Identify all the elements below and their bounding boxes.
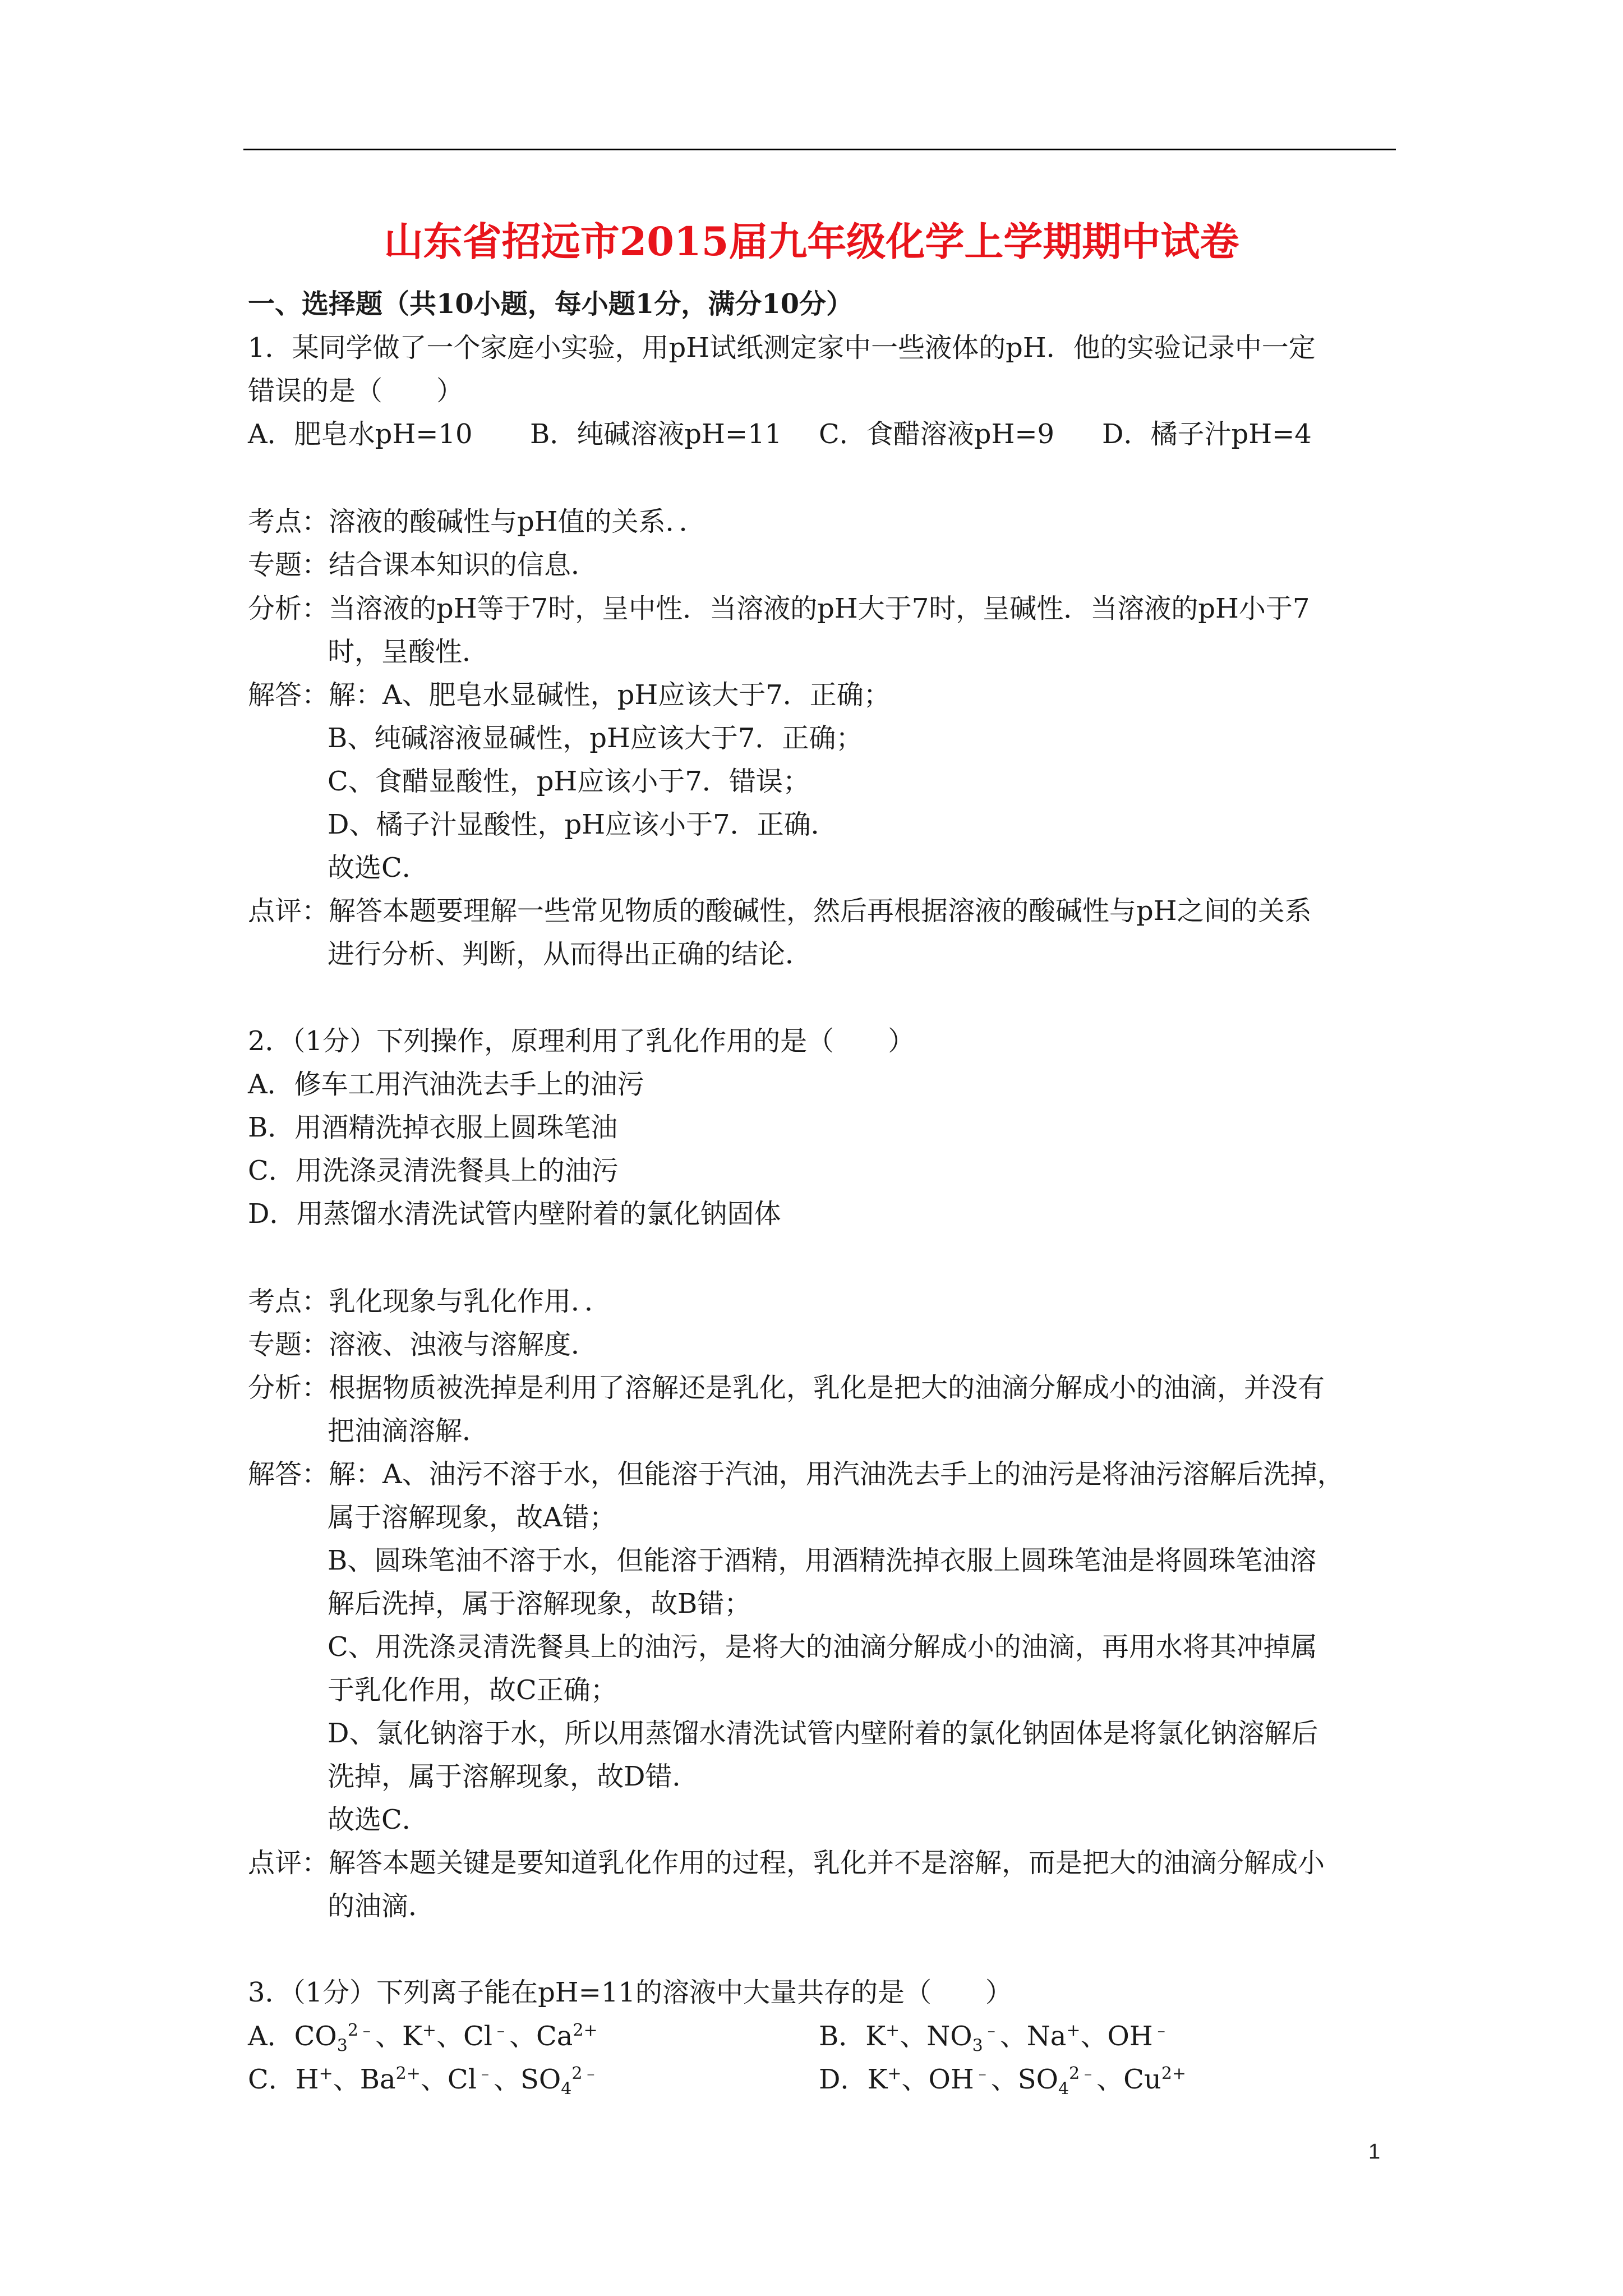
q1-fenxi-line2: 时，呈酸性． — [328, 636, 490, 668]
q2-fenxi-line2: 把油滴溶解． — [328, 1415, 490, 1447]
q2-jieda-line7: D、氯化钠溶于水，所以用蒸馏水清洗试管内壁附着的氯化钠固体是将氯化钠溶解后 — [328, 1718, 1318, 1749]
q1-jieda-line3: C、食醋显酸性，pH应该小于7．错误； — [328, 766, 810, 797]
q1-stem-line2: 错误的是（ ） — [248, 375, 464, 407]
q2-kaodian: 考点：乳化现象与乳化作用．． — [248, 1286, 612, 1317]
q1-option-d: D．橘子汁pH=4 — [1102, 418, 1312, 450]
q1-zhuanti: 专题：结合课本知识的信息． — [248, 549, 598, 581]
q2-jieda-line8: 洗掉，属于溶解现象，故D错． — [328, 1761, 699, 1792]
q1-option-b: B．纯碱溶液pH=11 — [530, 418, 782, 450]
q1-dianping-line2: 进行分析、判断，从而得出正确的结论． — [328, 938, 813, 970]
q2-fenxi-line1: 分析：根据物质被洗掉是利用了溶解还是乳化，乳化是把大的油滴分解成小的油滴，并没有 — [248, 1372, 1325, 1404]
page-title: 山东省招远市2015届九年级化学上学期期中试卷 — [384, 218, 1239, 265]
q2-jieda-line1: 解答：解：A、油污不溶于水，但能溶于汽油，用汽油洗去手上的油污是将油污溶解后洗掉， — [248, 1458, 1344, 1490]
q1-jieda-line2: B、纯碱溶液显碱性，pH应该大于7．正确； — [328, 723, 863, 754]
q3-option-d: D．K+、OH﹣、$SO_4^{2﹣}$、$Cu^{2+}$ — [819, 2064, 1187, 2099]
q2-option-a: A．修车工用汽油洗去手上的油污 — [248, 1069, 644, 1100]
q2-option-b: B．用酒精洗掉衣服上圆珠笔油 — [248, 1112, 618, 1143]
q3-option-c: C．H+、$Ba^{2+}$、Cl﹣、$SO_4^{2﹣}$ — [248, 2064, 600, 2099]
page-number: 1 — [1368, 2140, 1381, 2164]
q1-option-c: C．食醋溶液pH=9 — [819, 418, 1055, 450]
q2-stem: 2．（1分）下列操作，原理利用了乳化作用的是（ ） — [248, 1025, 915, 1057]
q2-dianping-line1: 点评：解答本题关键是要知道乳化作用的过程，乳化并不是溶解，而是把大的油滴分解成小 — [248, 1847, 1325, 1879]
q2-jieda-line2: 属于溶解现象，故A错； — [328, 1502, 616, 1533]
q1-option-a: A．肥皂水pH=10 — [248, 418, 473, 450]
q1-fenxi-line1: 分析：当溶液的pH等于7时，呈中性．当溶液的pH大于7时，呈碱性．当溶液的pH小于7 — [248, 593, 1310, 624]
q3-option-b: B．K+、$NO_3^﹣$、Na+、OH﹣ — [819, 2021, 1170, 2056]
q1-dianping-line1: 点评：解答本题要理解一些常见物质的酸碱性，然后再根据溶液的酸碱性与pH之间的关系 — [248, 895, 1312, 927]
q2-option-d: D．用蒸馏水清洗试管内壁附着的氯化钠固体 — [248, 1198, 781, 1230]
header-rule — [243, 149, 1396, 150]
q2-jieda-line5: C、用洗涤灵清洗餐具上的油污，是将大的油滴分解成小的油滴，再用水将其冲掉属 — [328, 1631, 1317, 1663]
q1-stem-line1: 1．某同学做了一个家庭小实验，用pH试纸测定家中一些液体的pH．他的实验记录中一定 — [248, 332, 1316, 364]
q2-jieda-line6: 于乳化作用，故C正确； — [328, 1674, 617, 1706]
q1-jieda-line4: D、橘子汁显酸性，pH应该小于7．正确． — [328, 809, 838, 840]
q1-kaodian: 考点：溶液的酸碱性与pH值的关系．． — [248, 506, 706, 537]
q2-jieda-line9: 故选C． — [328, 1804, 429, 1835]
q3-option-a: A．$CO_3^{2﹣}$、K+、Cl﹣、$Ca^{2+}$ — [248, 2021, 598, 2056]
q1-jieda-line1: 解答：解：A、肥皂水显碱性，pH应该大于7．正确； — [248, 679, 891, 711]
q2-jieda-line4: 解后洗掉，属于溶解现象，故B错； — [328, 1588, 751, 1619]
q3-stem: 3．（1分）下列离子能在pH=11的溶液中大量共存的是（ ） — [248, 1977, 1012, 2008]
section-heading: 一、选择题（共10小题，每小题1分，满分10分） — [248, 288, 853, 320]
q2-option-c: C．用洗涤灵清洗餐具上的油污 — [248, 1155, 619, 1186]
q2-dianping-line2: 的油滴． — [328, 1890, 436, 1922]
q2-zhuanti: 专题：溶液、浊液与溶解度． — [248, 1329, 598, 1360]
q1-jieda-line5: 故选C． — [328, 852, 429, 884]
q2-jieda-line3: B、圆珠笔油不溶于水，但能溶于酒精，用酒精洗掉衣服上圆珠笔油是将圆珠笔油溶 — [328, 1545, 1317, 1576]
